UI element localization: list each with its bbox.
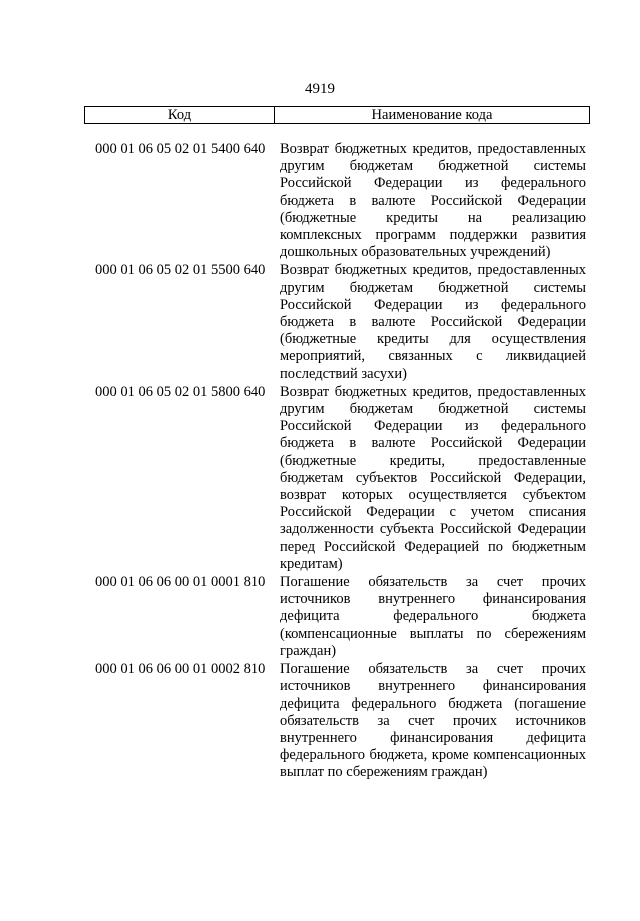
page-number: 4919	[305, 81, 335, 97]
table-row	[95, 262, 590, 382]
entry-code: 000 01 06 06 00 01 0001 810	[95, 574, 266, 591]
entry-code: 000 01 06 05 02 01 5800 640	[95, 383, 266, 400]
entry-description: Погашение обязательств за счет прочих источников внутреннего финансирования дефицита федерального бюджета (компенсационные выплаты по сбережениям граждан)	[280, 574, 586, 659]
table-row	[95, 574, 590, 660]
entry-code: 000 01 06 05 02 01 5400 640	[95, 141, 266, 157]
entry-code: 000 01 06 06 00 01 0002 810	[95, 661, 266, 678]
entry-description: Возврат бюджетных кредитов, предоставленных другим бюджетам бюджетной системы Российской Федерации из федерального бюджета в валюте Российской Федерации (бюджетные кредиты для осуществления мероприятий, связанных с ликвидацией последствий засухи)	[280, 262, 586, 382]
header-code-cell: Код	[85, 107, 275, 123]
entry-code: 000 01 06 05 02 01 5500 640	[95, 262, 266, 279]
table-row	[95, 661, 590, 781]
header-name-cell: Наименование кода	[371, 107, 493, 123]
entry-description: Погашение обязательств за счет прочих источников внутреннего финансирования дефицита федерального бюджета (погашение обязательств за счет прочих источников внутреннего финансирования дефицита федерального бюджета, кроме компенсационных выплат по сбережениям граждан)	[280, 661, 586, 781]
entry-description: Возврат бюджетных кредитов, предоставленных другим бюджетам бюджетной системы Российской Федерации из федерального бюджета в валюте Российской Федерации (бюджетные кредиты, предоставленные бюджетам субъектов Российской Федерации, возврат которых осуществляется субъектом Российской Федерации с учетом списания задолженности субъекта Российской Федерации перед Российской Федерацией по бюджетным кредитам)	[280, 383, 586, 572]
table-header	[84, 106, 590, 124]
table-row	[95, 141, 590, 261]
table-row	[95, 384, 590, 573]
code-list	[95, 141, 590, 783]
entry-description: Возврат бюджетных кредитов, предоставленных другим бюджетам бюджетной системы Российской Федерации из федерального бюджета в валюте Российской Федерации (бюджетные кредиты на реализацию комплексных программ поддержки развития дошкольных образовательных учреждений)	[280, 141, 586, 261]
